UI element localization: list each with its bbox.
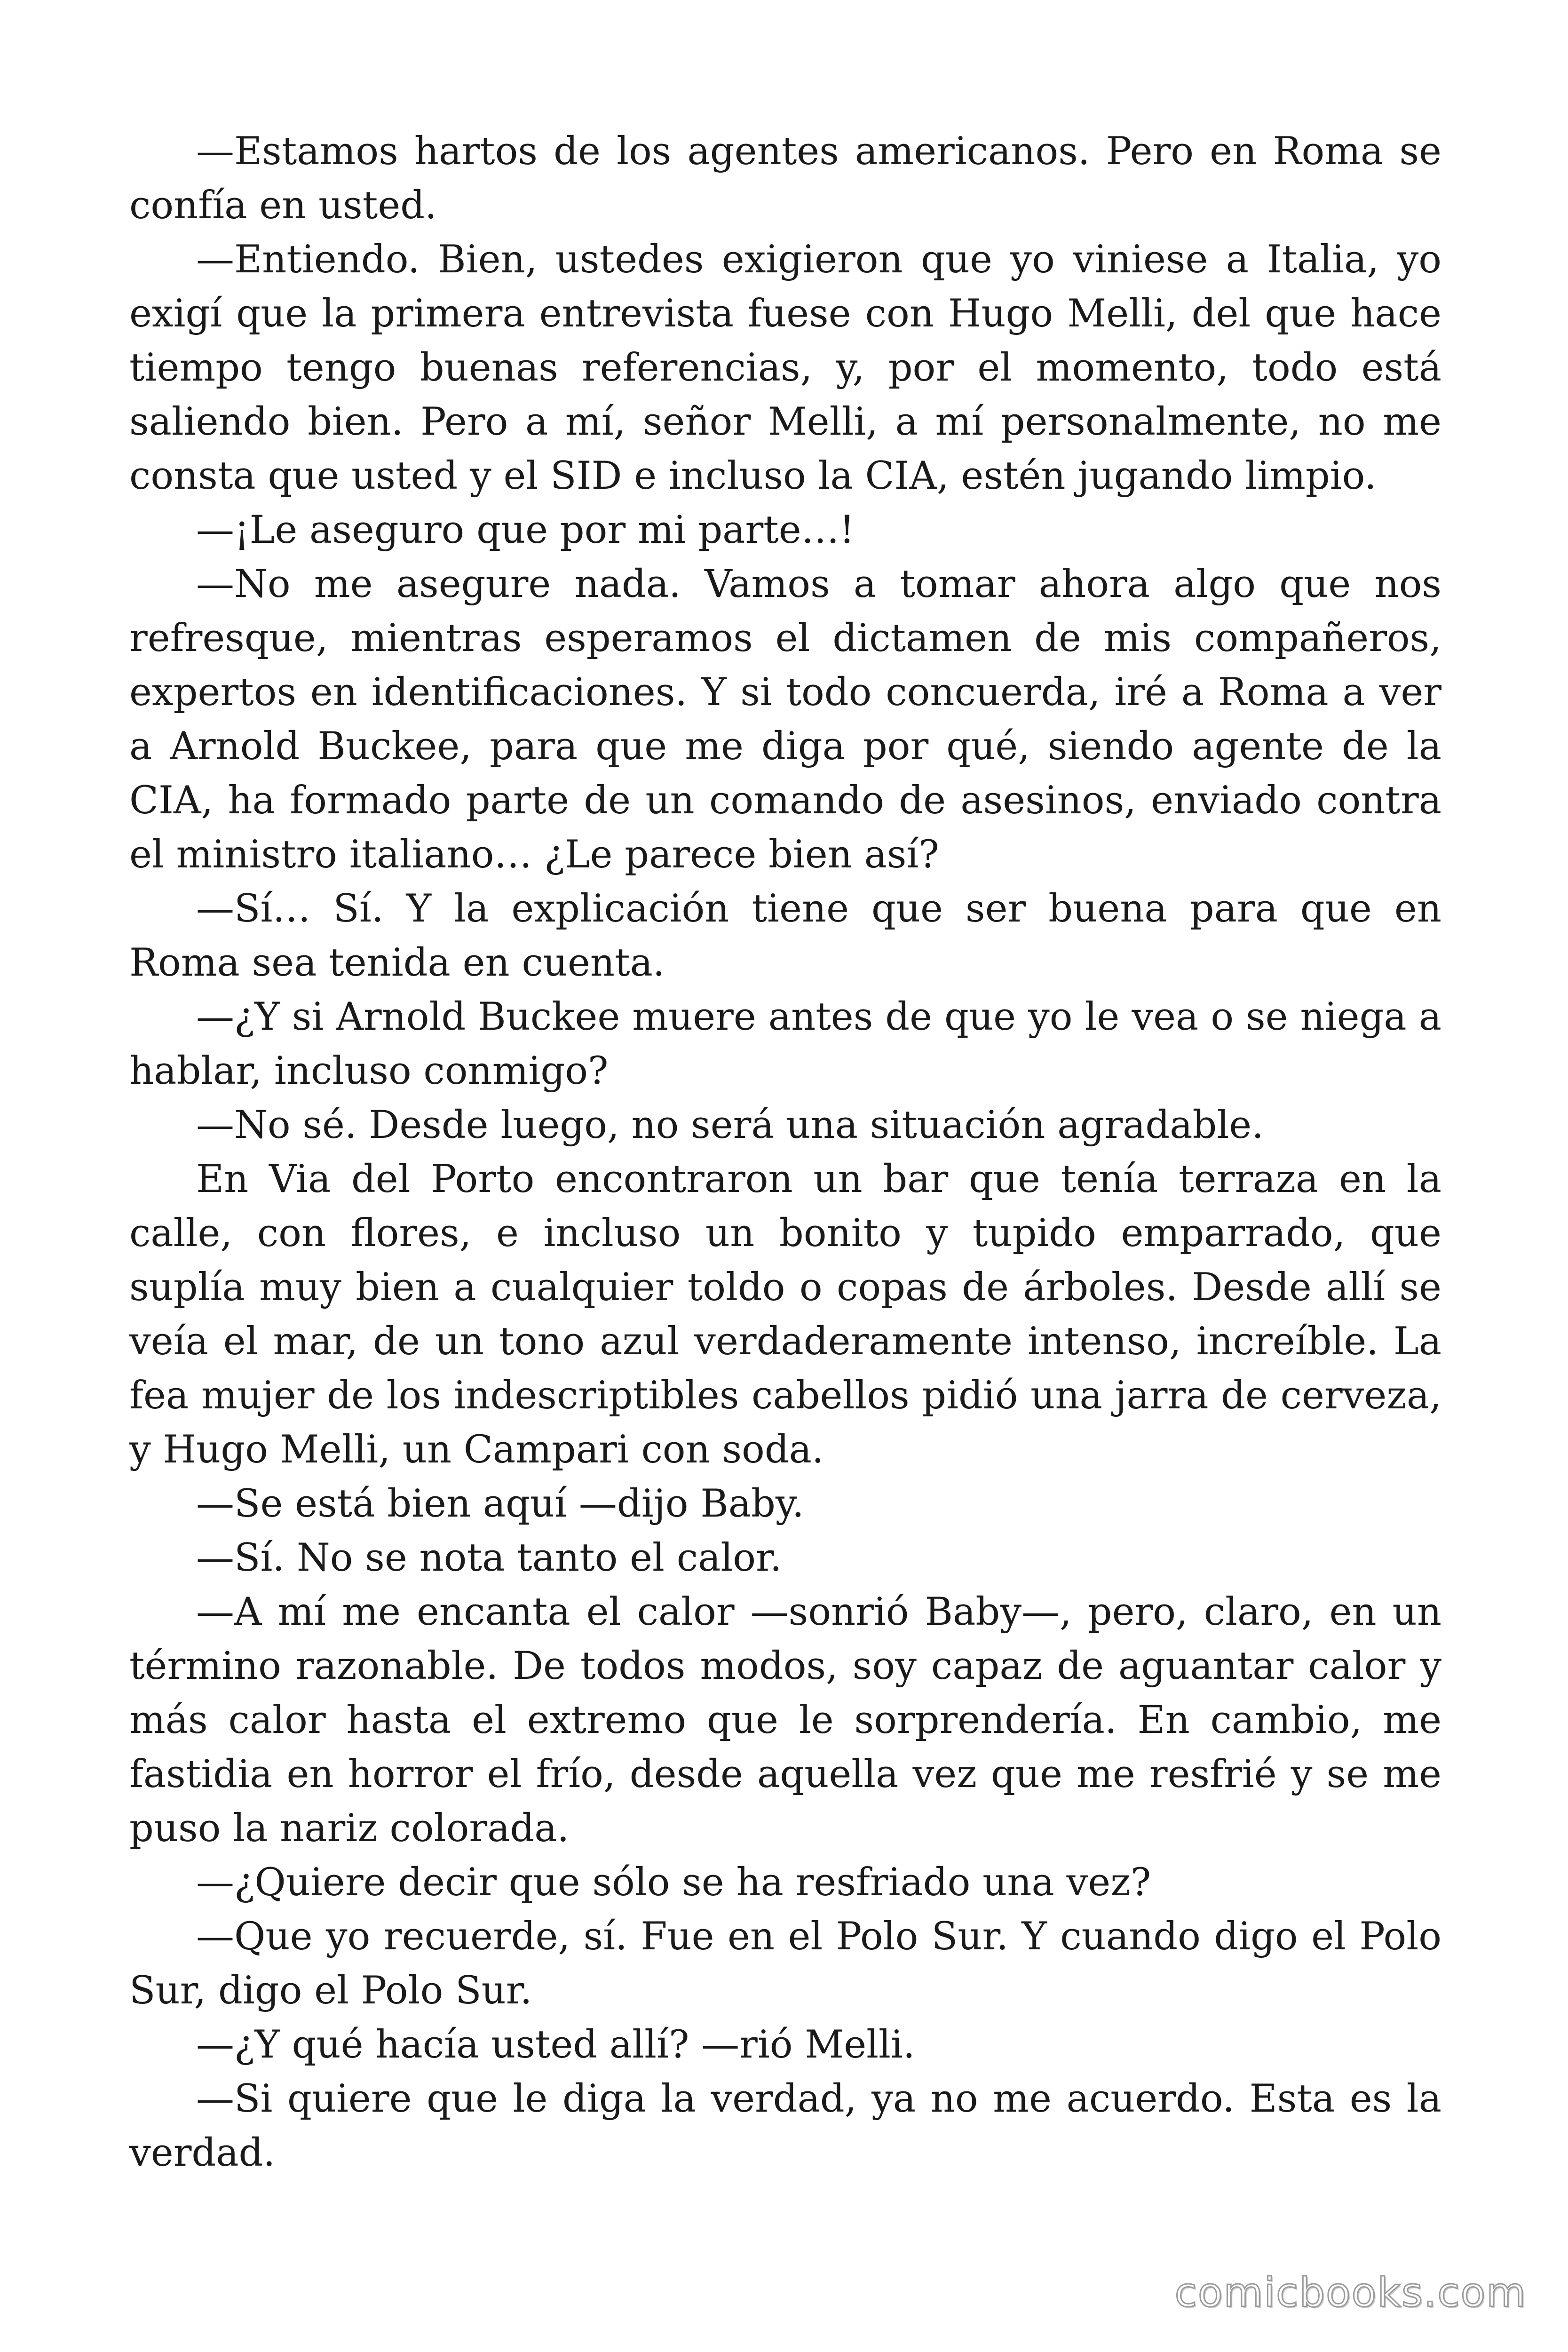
watermark: comicbooks.com xyxy=(1174,2269,1527,2316)
paragraph: —¿Y qué hacía usted allí? —rió Melli. xyxy=(196,2023,915,2067)
paragraph: —No sé. Desde luego, no será una situación agradable. xyxy=(196,1103,1264,1147)
paragraph: —Si quiere que le diga la verdad, ya no me acuerdo. Esta es la verdad. xyxy=(129,2077,1441,2175)
paragraph: —Se está bien aquí —dijo Baby. xyxy=(196,1482,804,1526)
paragraph: —No me asegure nada. Vamos a tomar ahora algo que nos refresque, mientras esperamos el dictamen de mis compañeros, expertos en identificaciones. Y si todo concuerda, iré a Roma a ver a Arnold Buckee, para que me diga por qué, siendo agente de la CIA, ha formado parte de un comando de asesinos, enviado contra el ministro italiano… ¿Le parece bien así? xyxy=(129,562,1441,877)
paragraph: —Entiendo. Bien, ustedes exigieron que yo viniese a Italia, yo exigí que la primera entrevista fuese con Hugo Melli, del que hace tiempo tengo buenas referencias, y, por el momento, todo está saliendo bien. Pero a mí, señor Melli, a mí personalmente, no me consta que usted y el SID e incluso la CIA, estén jugando limpio. xyxy=(129,238,1441,498)
paragraph: —¿Y si Arnold Buckee muere antes de que yo le vea o se niega a hablar, incluso conmigo? xyxy=(129,995,1441,1093)
paragraph: —Estamos hartos de los agentes americanos. Pero en Roma se confía en usted. xyxy=(129,129,1441,228)
paragraph: —Que yo recuerde, sí. Fue en el Polo Sur. Y cuando digo el Polo Sur, digo el Polo Sur. xyxy=(129,1915,1441,2013)
paragraph: En Via del Porto encontraron un bar que tenía terraza en la calle, con flores, e incluso un bonito y tupido emparrado, que suplía muy bien a cualquier toldo o copas de árboles. Desde allí se veía el mar, de un tono azul verdaderamente intenso, increíble. La fea mujer de los indescriptibles cabellos pidió una jarra de cerveza, y Hugo Melli, un Campari con soda. xyxy=(129,1157,1441,1472)
paragraph: —A mí me encanta el calor —sonrió Baby—, pero, claro, en un término razonable. De todos modos, soy capaz de aguantar calor y más calor hasta el extremo que le sorprendería. En cambio, me fastidia en horror el frío, desde aquella vez que me resfrié y se me puso la nariz colorada. xyxy=(129,1590,1441,1851)
paragraph: —Sí. No se nota tanto el calor. xyxy=(196,1536,782,1580)
paragraph: —Sí… Sí. Y la explicación tiene que ser buena para que en Roma sea tenida en cuenta. xyxy=(129,887,1441,985)
paragraph: —¡Le aseguro que por mi parte…! xyxy=(196,508,855,552)
paragraph: —¿Quiere decir que sólo se ha resfriado una vez? xyxy=(196,1860,1151,1905)
body-text xyxy=(129,125,1441,2180)
